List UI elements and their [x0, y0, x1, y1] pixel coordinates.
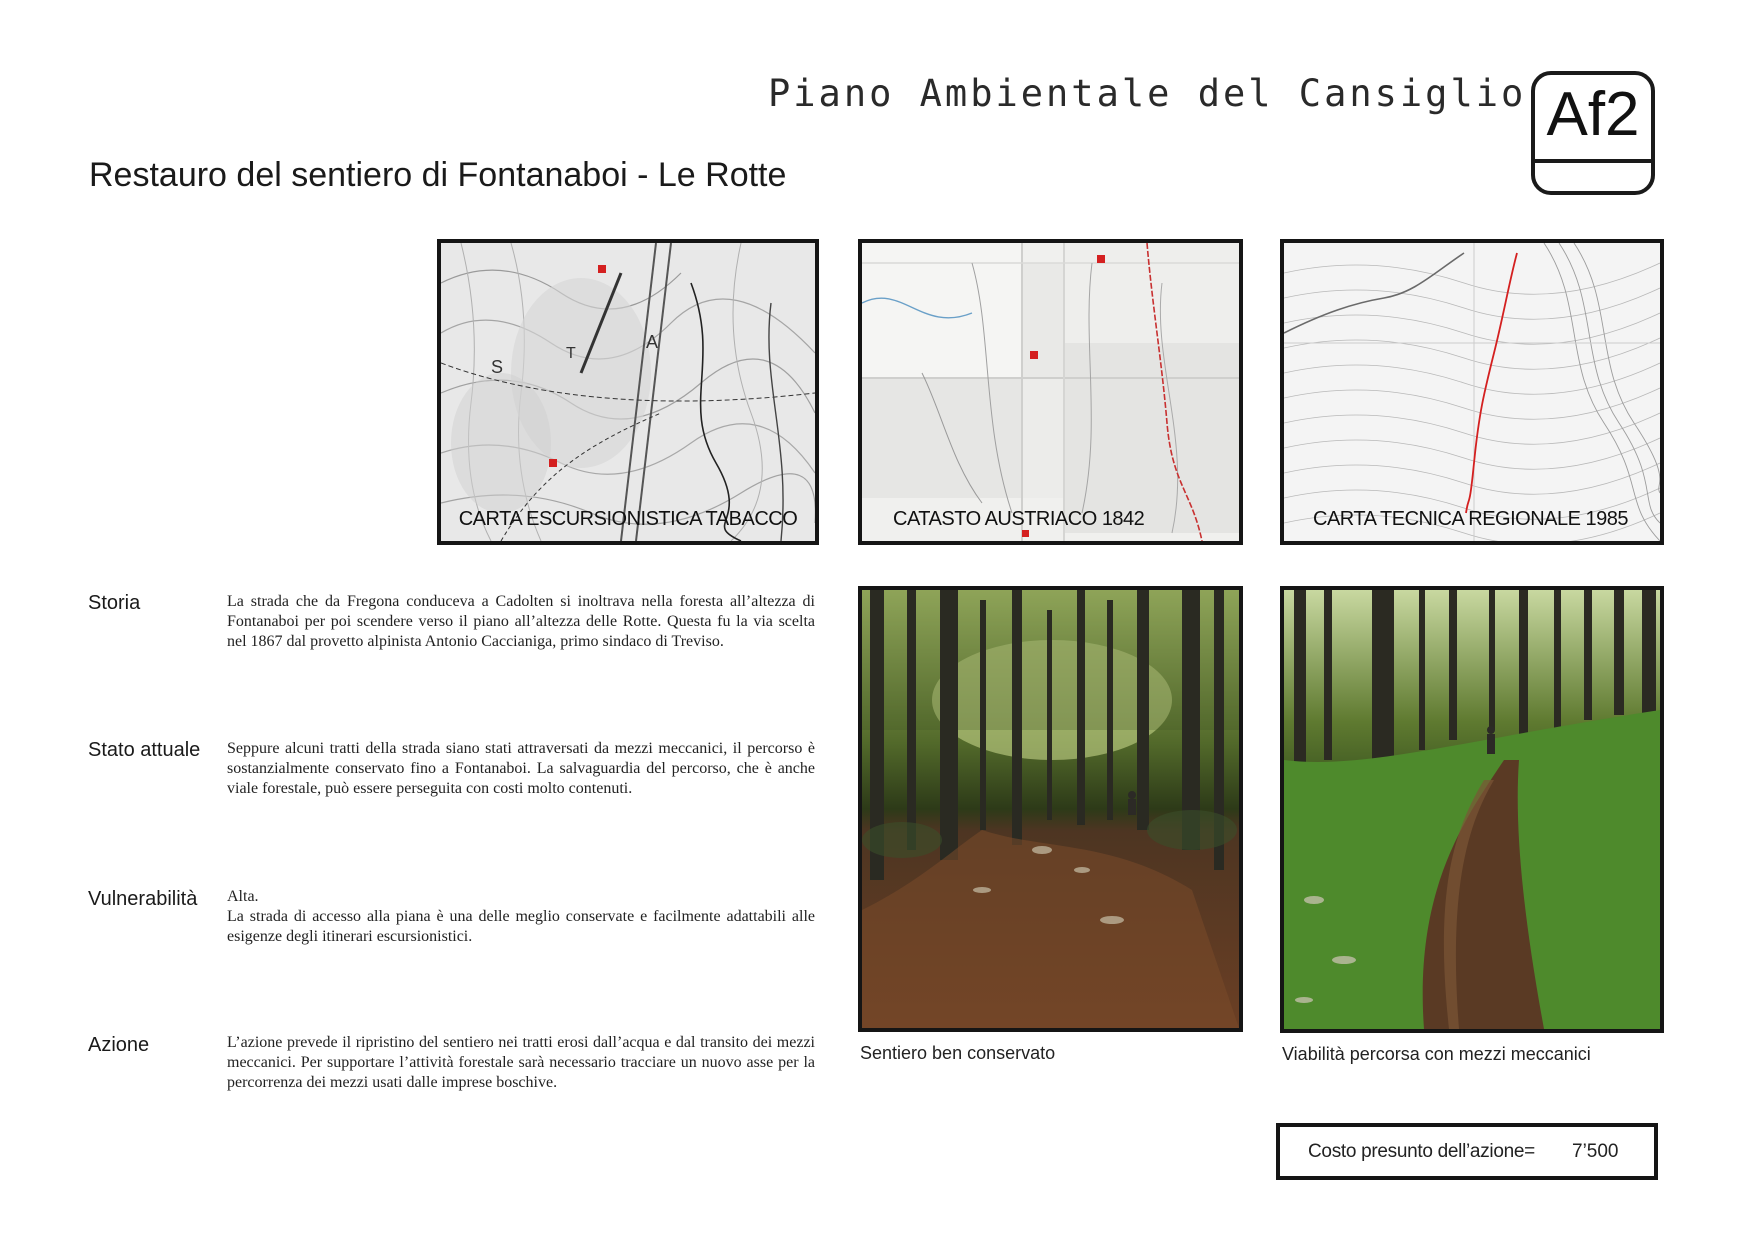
cost-box [1276, 1123, 1658, 1180]
map-catasto-image [862, 243, 1239, 541]
photo-caption-sentiero: Sentiero ben conservato [860, 1043, 1056, 1063]
section-text-storia: La strada che da Fregona conduceva a Cadolten si inoltrava nella foresta all’altezza di Fontanaboi per poi scendere verso il piano all’altezza delle Rotte. Questa fu la via scelta nel 1867 dal provetto alpinista Antonio Caccianiga, primo sindaco di Treviso. [227, 593, 815, 650]
map-tabacco-image [441, 243, 815, 541]
badge-divider [1535, 159, 1651, 163]
photo-caption-viabilita: Viabilità percorsa con mezzi meccanici [1282, 1044, 1591, 1064]
photo-sentiero-conservato [858, 586, 1243, 1032]
map-label-s: S [491, 357, 504, 377]
section-text-azione: L’azione prevede il ripristino del sentiero nei tratti erosi dall’acqua e dal transito dei mezzi meccanici. Per supportare l’attività forestale sarà necessario tracciare un nuovo asse per la percorrenza dei mezzi usati dalle imprese boschive. [227, 1034, 815, 1091]
cost-value: 7’500 [1572, 1141, 1619, 1162]
map-catasto-austriaco [858, 239, 1243, 545]
photo-viabilita-mezzi [1280, 586, 1664, 1033]
sheet-code-badge [1531, 71, 1655, 195]
map-caption: CARTA TECNICA REGIONALE 1985 [1313, 508, 1629, 530]
section-label-azione: Azione [88, 1034, 150, 1056]
map-caption: CARTA ESCURSIONISTICA TABACCO [458, 508, 798, 530]
map-carta-tecnica-image [1284, 243, 1660, 541]
section-text-vulnerabilita: La strada di accesso alla piana è una delle meglio conservate e facilmente adattabili alle esigenze degli itinerari escursionistici. [227, 908, 815, 945]
photo-forest-image [862, 590, 1239, 1028]
plan-title: Piano Ambientale del Cansiglio [768, 72, 1527, 115]
section-text-stato-attuale: Seppure alcuni tratti della strada siano stati attraversati da mezzi meccanici, il percorso è sostanzialmente conservato fino a Fontanaboi. La salvaguardia del percorso, che è anche viale forestale, può essere perseguita con costi molto contenuti. [227, 740, 815, 797]
sheet-code: Af2 [1546, 80, 1640, 149]
cost-label: Costo presunto dell’azione= [1308, 1141, 1535, 1162]
section-label-storia: Storia [88, 592, 141, 614]
section-label-vulnerabilita: Vulnerabilità [88, 888, 198, 910]
photo-meadow-image [1284, 590, 1660, 1029]
map-label-t: T [566, 345, 576, 362]
map-label-a: A [646, 332, 659, 352]
section-label-stato-attuale: Stato attuale [88, 739, 201, 761]
page-title: Restauro del sentiero di Fontanaboi - Le Rotte [89, 156, 787, 194]
section-vulnerabilita-block [227, 887, 815, 947]
map-tabacco [437, 239, 819, 545]
map-caption: CATASTO AUSTRIACO 1842 [893, 508, 1145, 530]
vulnerabilita-level: Alta. [227, 888, 259, 905]
map-carta-tecnica [1280, 239, 1664, 545]
